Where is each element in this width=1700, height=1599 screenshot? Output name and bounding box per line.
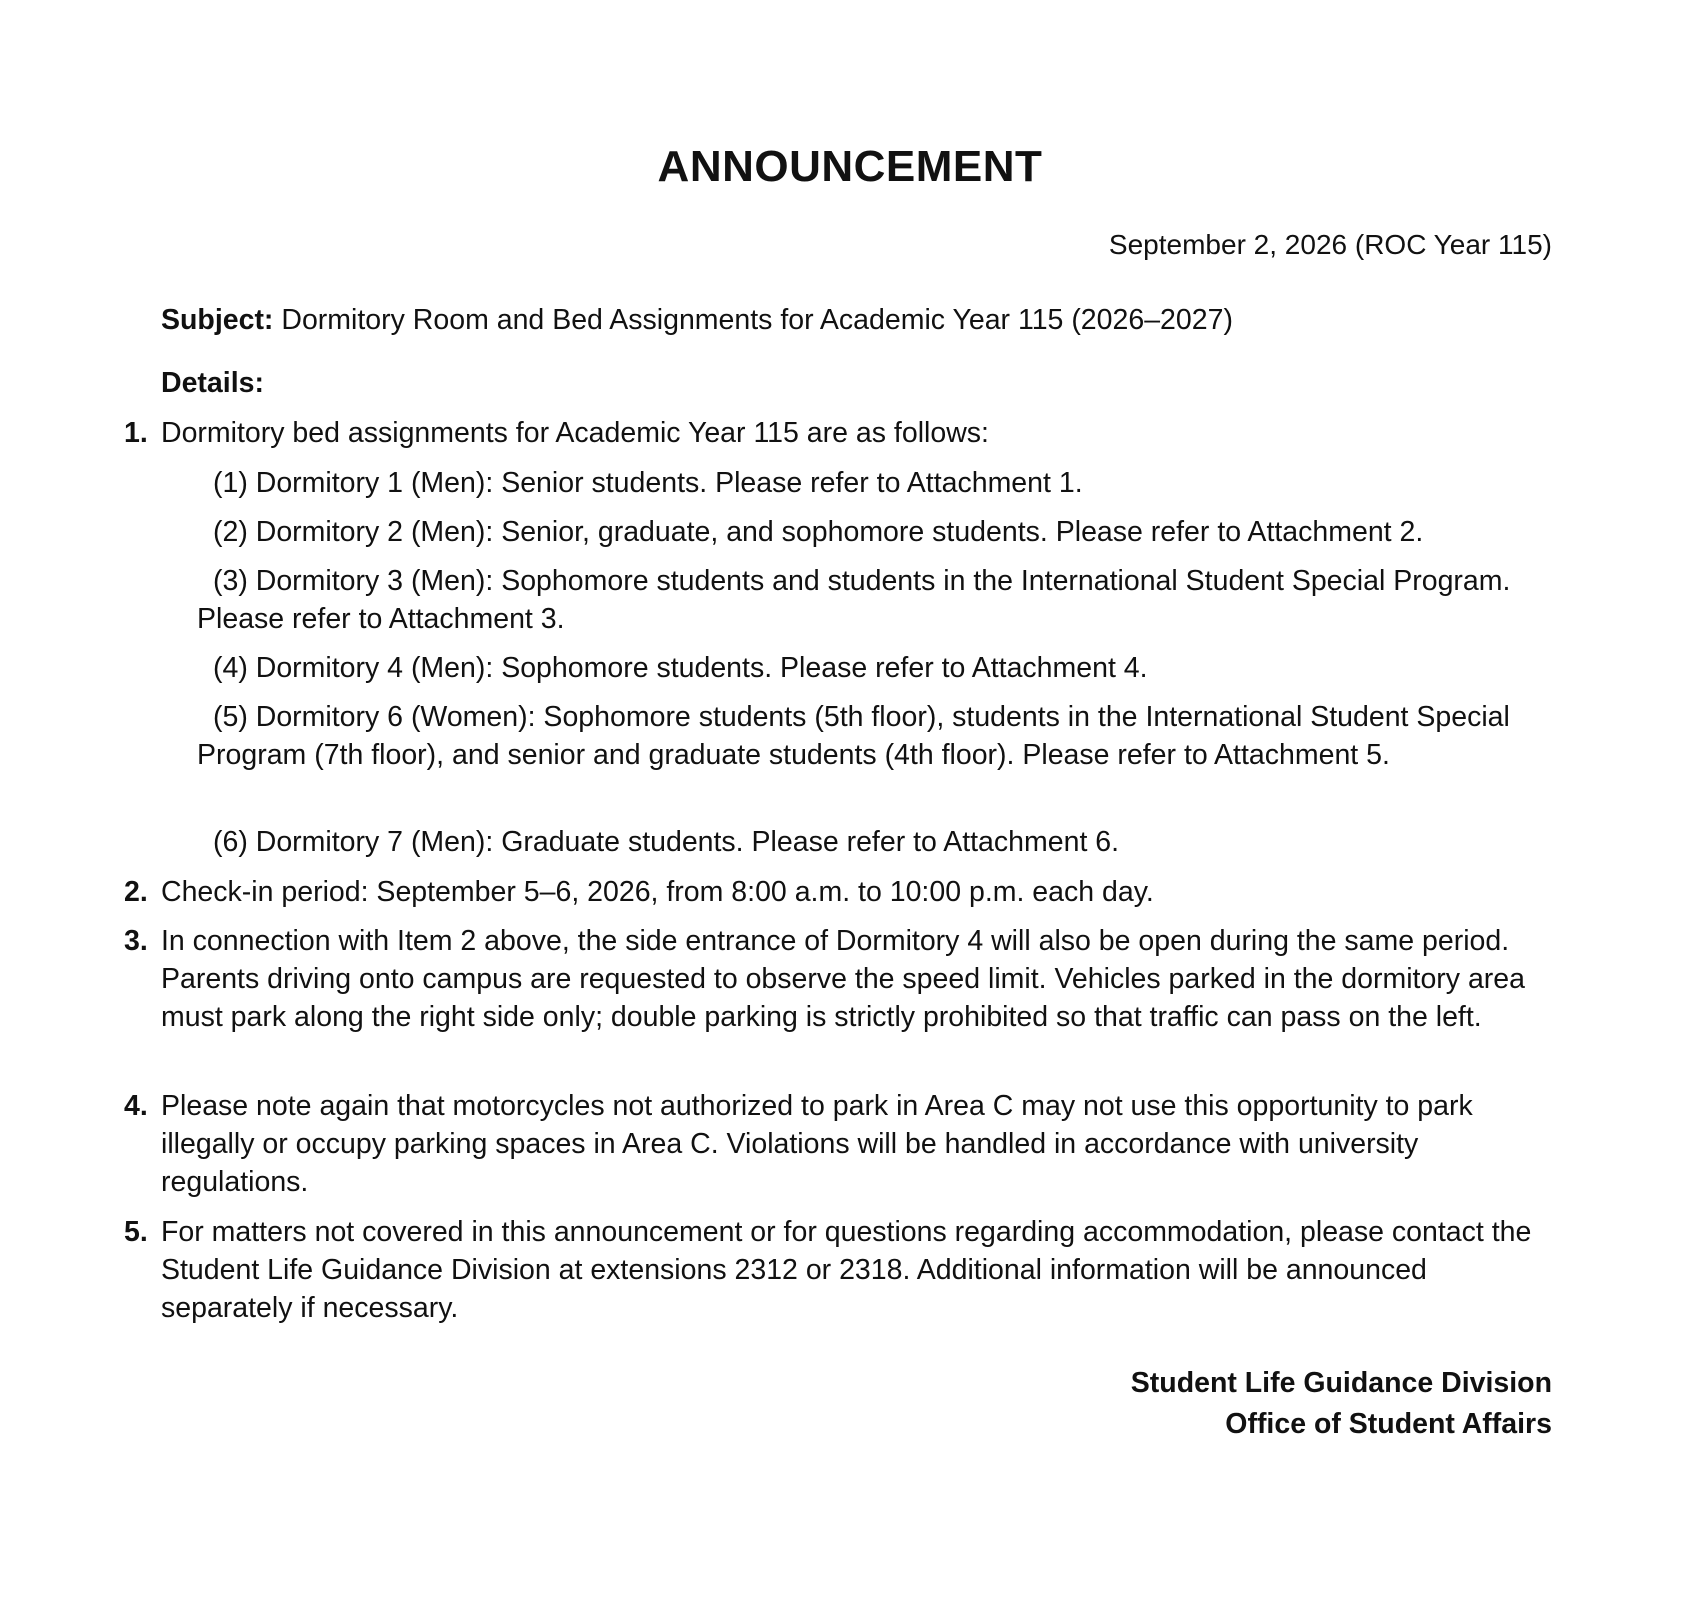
subject-label: Subject:: [161, 304, 274, 336]
list-item-2: [124, 873, 1574, 911]
item-text: In connection with Item 2 above, the side entrance of Dormitory 4 will also be open during the same period. Parents driving onto campus are requested to observe the speed limit. Vehicles parked in the dormitory area must park along the right side only; double parking is strictly prohibited so that traffic can pass on the left.: [161, 925, 1525, 1033]
sub-item-5: (5) Dormitory 6 (Women): Sophomore students (5th floor), students in the International Student Special Program (7th floor), and senior and graduate students (4th floor). Please refer to Attachment 5.: [197, 701, 1510, 771]
item-number: 3.: [124, 925, 148, 957]
item-number: 2.: [124, 876, 148, 908]
document-title: ANNOUNCEMENT: [657, 142, 1043, 191]
signature-office: Office of Student Affairs: [1225, 1408, 1552, 1440]
item-number: 5.: [124, 1216, 148, 1248]
item-text: Please note again that motorcycles not authorized to park in Area C may not use this opportunity to park illegally or occupy parking spaces in Area C. Violations will be handled in accordance with university regulations.: [161, 1090, 1473, 1198]
sub-item-1: (1) Dormitory 1 (Men): Senior students. Please refer to Attachment 1.: [213, 467, 1083, 499]
sub-item-3: (3) Dormitory 3 (Men): Sophomore students and students in the International Student Special Program. Please refer to Attachment 3.: [197, 565, 1511, 635]
item-number: 4.: [124, 1090, 148, 1122]
signature-division: Student Life Guidance Division: [1130, 1367, 1552, 1399]
announcement-date: September 2, 2026 (ROC Year 115): [1108, 229, 1552, 260]
list-item-3: [124, 922, 1564, 1036]
item-text: Check-in period: September 5–6, 2026, from 8:00 a.m. to 10:00 p.m. each day.: [161, 876, 1154, 908]
item-number: 1.: [124, 417, 148, 449]
item-text: Dormitory bed assignments for Academic Year 115 are as follows:: [161, 417, 989, 449]
signature-block: [1131, 1363, 1552, 1445]
list-item-5: [124, 1213, 1564, 1327]
subject-text: Dormitory Room and Bed Assignments for Academic Year 115 (2026–2027): [281, 304, 1233, 336]
sub-item-2: (2) Dormitory 2 (Men): Senior, graduate, and sophomore students. Please refer to Attachment 2.: [213, 516, 1424, 548]
subject-line: [161, 301, 1233, 339]
sub-item-6: (6) Dormitory 7 (Men): Graduate students. Please refer to Attachment 6.: [213, 826, 1120, 858]
sub-item-4: (4) Dormitory 4 (Men): Sophomore students. Please refer to Attachment 4.: [213, 652, 1148, 684]
list-item-4: [124, 1087, 1544, 1201]
item-text: For matters not covered in this announcement or for questions regarding accommodation, please contact the Student Life Guidance Division at extensions 2312 or 2318. Additional information will be announced separately if necessary.: [161, 1216, 1532, 1324]
list-item-1: [124, 414, 1574, 452]
details-label: Details:: [161, 367, 264, 399]
